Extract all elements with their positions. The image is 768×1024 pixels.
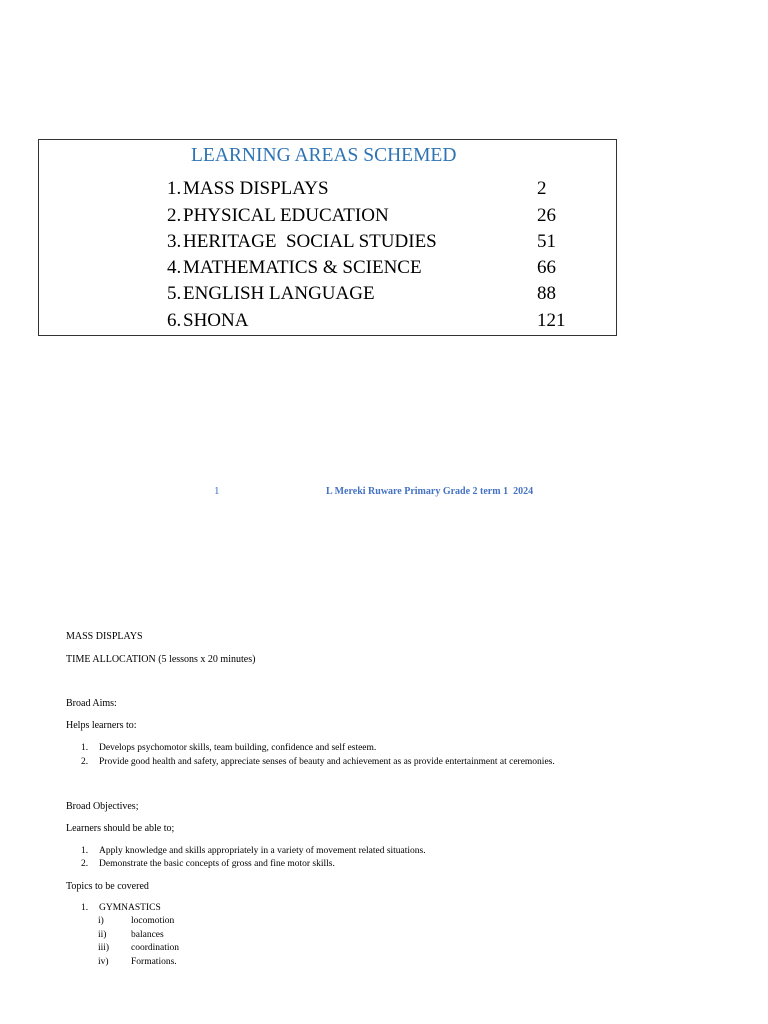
footer-page-number: 1 (214, 485, 220, 497)
list-text: Develops psychomotor skills, team building, confidence and self esteem. (99, 743, 377, 753)
list-text: Demonstrate the basic concepts of gross and fine motor skills. (99, 859, 335, 869)
topic-text: GYMNASTICS (99, 903, 161, 913)
toc-row-label: MATHEMATICS & SCIENCE (183, 257, 422, 278)
list-marker: 2. (81, 859, 89, 869)
toc-row-label: SHONA (183, 310, 249, 331)
list-text: Provide good health and safety, appreciate senses of beauty and achievement as as provide entertainment at ceremonies. (99, 757, 555, 767)
subtopic-marker: ii) (98, 930, 107, 940)
subtopic-text: Formations. (131, 957, 177, 967)
toc-row-number: 3. (167, 231, 182, 252)
toc-row-label: MASS DISPLAYS (183, 178, 329, 199)
list-text: Apply knowledge and skills appropriately in a variety of movement related situations. (99, 846, 426, 856)
toc-row (167, 205, 587, 231)
toc-row-label: ENGLISH LANGUAGE (183, 283, 375, 304)
time-allocation: TIME ALLOCATION (5 lessons x 20 minutes) (66, 654, 256, 665)
toc-row-label: HERITAGE SOCIAL STUDIES (183, 231, 437, 252)
broad-aims-heading: Broad Aims: (66, 698, 117, 709)
subtopic-marker: iii) (98, 943, 110, 953)
aims-intro: Helps learners to: (66, 720, 137, 731)
subtopic-text: balances (131, 930, 164, 940)
broad-objectives-heading: Broad Objectives; (66, 801, 139, 812)
toc-row-page: 88 (537, 283, 556, 304)
toc-row (167, 257, 587, 283)
subtopic-marker: iv) (98, 957, 109, 967)
list-marker: 1. (81, 743, 89, 753)
list-marker: 2. (81, 757, 89, 767)
toc-row-number: 4. (167, 257, 182, 278)
toc-row-page: 121 (537, 310, 566, 331)
subtopic-text: coordination (131, 943, 180, 953)
list-marker: 1. (81, 903, 89, 913)
toc-title: LEARNING AREAS SCHEMED (191, 145, 457, 166)
toc-row (167, 178, 587, 204)
objectives-intro: Learners should be able to; (66, 823, 175, 834)
toc-row-number: 2. (167, 205, 182, 226)
toc-row-page: 26 (537, 205, 556, 226)
subtopic-marker: i) (98, 916, 104, 926)
footer-text: L Mereki Ruware Primary Grade 2 term 1 2024 (326, 486, 534, 497)
toc-row (167, 231, 587, 257)
toc-row (167, 283, 587, 309)
list-marker: 1. (81, 846, 89, 856)
learning-areas-box (38, 139, 617, 336)
topics-heading: Topics to be covered (66, 881, 149, 892)
toc-row-number: 6. (167, 310, 182, 331)
toc-row (167, 310, 587, 336)
toc-row-number: 1. (167, 178, 182, 199)
toc-row-number: 5. (167, 283, 182, 304)
toc-row-page: 51 (537, 231, 556, 252)
toc-row-page: 66 (537, 257, 556, 278)
toc-row-page: 2 (537, 178, 547, 199)
toc-row-label: PHYSICAL EDUCATION (183, 205, 389, 226)
subtopic-text: locomotion (131, 916, 175, 926)
subject-heading: MASS DISPLAYS (66, 631, 143, 642)
